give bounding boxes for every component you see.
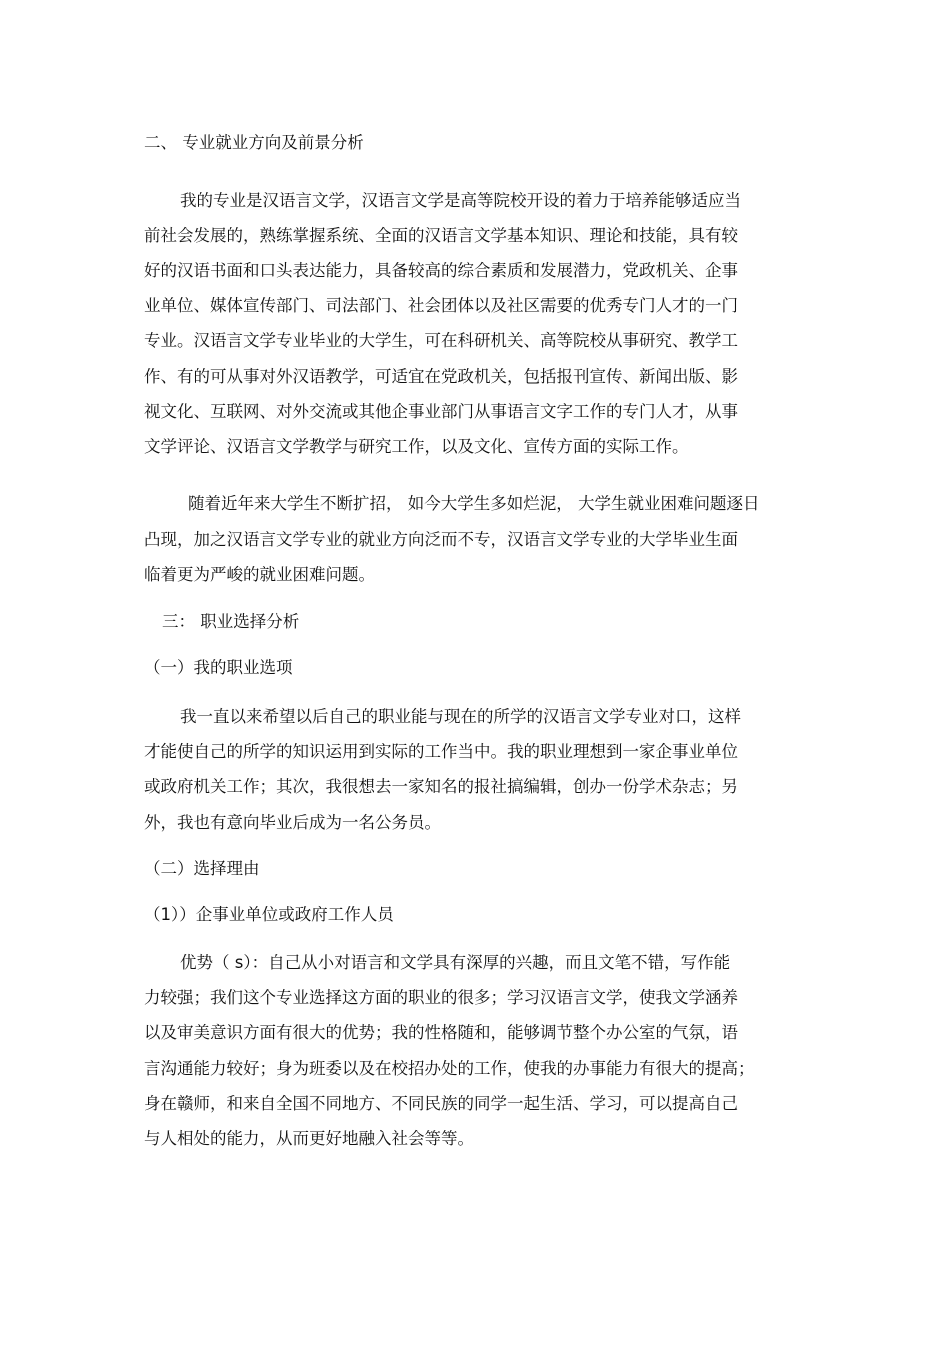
paragraph-line: 优势（ s）：自己从小对语言和文学具有深厚的兴趣，而且文笔不错，写作能 bbox=[180, 953, 731, 972]
paragraph-line: 外，我也有意向毕业后成为一名公务员。 bbox=[144, 813, 441, 832]
paragraph-line: 以及审美意识方面有很大的优势；我的性格随和，能够调节整个办公室的气氛，语 bbox=[144, 1023, 738, 1042]
item-heading-1: （1））企事业单位或政府工作人员 bbox=[144, 905, 394, 924]
paragraph-line: 言沟通能力较好；身为班委以及在校招办处的工作，使我的办事能力有很大的提高； bbox=[144, 1059, 755, 1078]
paragraph-line: 作、有的可从事对外汉语教学，可适宜在党政机关，包括报刊宣传、新闻出版、影 bbox=[144, 367, 738, 386]
paragraph-line: 业单位、媒体宣传部门、司法部门、社会团体以及社区需要的优秀专门人才的一门 bbox=[144, 296, 738, 315]
paragraph-line: 与人相处的能力，从而更好地融入社会等等。 bbox=[144, 1129, 474, 1148]
paragraph-line: 前社会发展的，熟练掌握系统、全面的汉语言文学基本知识、理论和技能，具有较 bbox=[144, 226, 738, 245]
paragraph-line: 身在赣师，和来自全国不同地方、不同民族的同学一起生活、学习，可以提高自己 bbox=[144, 1094, 738, 1113]
paragraph-line: 我一直以来希望以后自己的职业能与现在的所学的汉语言文学专业对口，这样 bbox=[180, 707, 741, 726]
subsection-heading-1: （一）我的职业选项 bbox=[144, 658, 293, 677]
paragraph-line: 随着近年来大学生不断扩招， 如今大学生多如烂泥， 大学生就业困难问题逐日 bbox=[188, 494, 760, 513]
paragraph-line: 临着更为严峻的就业困难问题。 bbox=[144, 565, 375, 584]
paragraph-line: 才能使自己的所学的知识运用到实际的工作当中。我的职业理想到一家企事业单位 bbox=[144, 742, 738, 761]
paragraph-line: 我的专业是汉语言文学，汉语言文学是高等院校开设的着力于培养能够适应当 bbox=[180, 191, 741, 210]
paragraph-line: 或政府机关工作；其次，我很想去一家知名的报社搞编辑，创办一份学术杂志；另 bbox=[144, 777, 738, 796]
paragraph-line: 凸现，加之汉语言文学专业的就业方向泛而不专，汉语言文学专业的大学毕业生面 bbox=[144, 530, 738, 549]
subsection-heading-2: （二）选择理由 bbox=[144, 859, 260, 878]
section-heading-3: 三： 职业选择分析 bbox=[162, 612, 300, 631]
paragraph-line: 力较强；我们这个专业选择这方面的职业的很多；学习汉语言文学，使我文学涵养 bbox=[144, 988, 738, 1007]
paragraph-line: 文学评论、汉语言文学教学与研究工作，以及文化、宣传方面的实际工作。 bbox=[144, 437, 689, 456]
paragraph-line: 专业。汉语言文学专业毕业的大学生，可在科研机关、高等院校从事研究、教学工 bbox=[144, 331, 738, 350]
paragraph-line: 好的汉语书面和口头表达能力，具备较高的综合素质和发展潜力，党政机关、企事 bbox=[144, 261, 738, 280]
paragraph-line: 视文化、互联网、对外交流或其他企事业部门从事语言文字工作的专门人才，从事 bbox=[144, 402, 738, 421]
section-heading-2: 二、 专业就业方向及前景分析 bbox=[144, 133, 364, 152]
